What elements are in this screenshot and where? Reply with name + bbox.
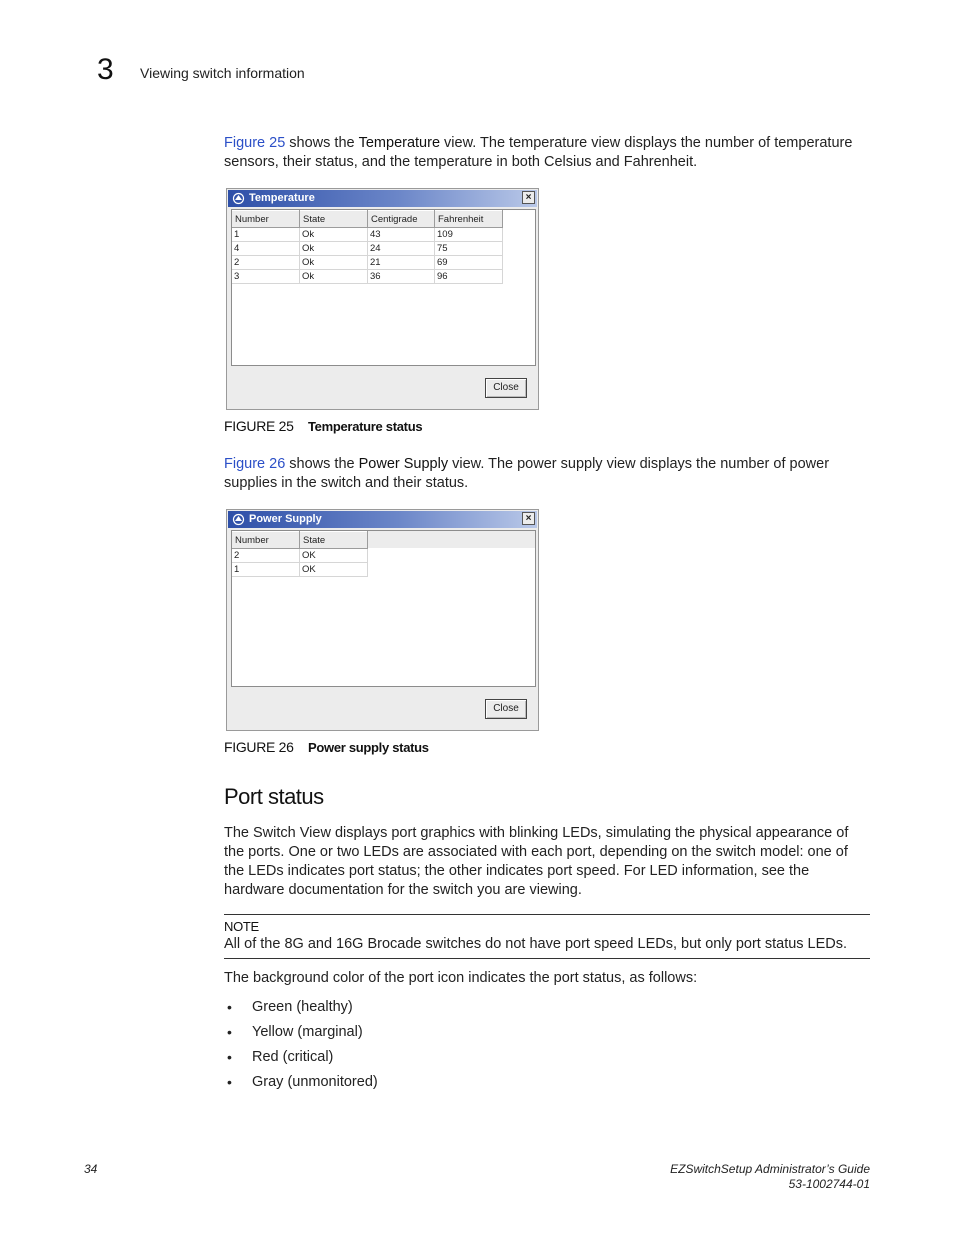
column-header-centigrade[interactable]: Centigrade (368, 211, 435, 228)
cell-state: Ok (300, 242, 368, 256)
power-supply-dialog (226, 509, 539, 731)
cell-number: 3 (232, 270, 300, 284)
doc-number: 53-1002744-01 (788, 1177, 870, 1191)
figure-25-caption (224, 418, 422, 434)
column-header-state[interactable]: State (300, 532, 368, 549)
cell-fahrenheit: 75 (435, 242, 503, 256)
temperature-dialog (226, 188, 539, 410)
cell-fahrenheit: 109 (435, 228, 503, 242)
section-heading: Port status (224, 784, 324, 809)
note-top-rule (224, 914, 870, 915)
close-button[interactable]: Close (485, 378, 527, 398)
cell-number: 2 (232, 256, 300, 270)
dialog-titlebar[interactable] (228, 190, 537, 207)
note-text: All of the 8G and 16G Brocade switches do not have port speed LEDs, but only port status LEDs. (224, 936, 848, 952)
close-icon[interactable]: × (522, 512, 535, 525)
list-item-text: Green (healthy) (252, 999, 353, 1015)
temperature-intro-paragraph (224, 134, 872, 172)
list-item-text: Yellow (marginal) (252, 1024, 363, 1040)
cell-centigrade: 21 (368, 256, 435, 270)
cell-state: OK (300, 549, 368, 563)
column-header-number[interactable]: Number (232, 532, 300, 549)
cell-number: 1 (232, 228, 300, 242)
intro-text: shows the (285, 456, 359, 472)
table-row[interactable] (232, 549, 368, 563)
note-bottom-rule (224, 958, 870, 959)
list-item (224, 995, 378, 1020)
column-header-number[interactable]: Number (232, 211, 300, 228)
cell-state: Ok (300, 256, 368, 270)
ui-term-temperature: Temperature (358, 135, 441, 151)
note-label: NOTE (224, 919, 259, 934)
list-item (224, 1020, 378, 1045)
app-icon (232, 192, 245, 205)
figure-26-link[interactable]: Figure 26 (224, 456, 286, 472)
cell-centigrade: 43 (368, 228, 435, 242)
figure-caption-text: Power supply status (308, 740, 429, 755)
power-supply-table (232, 531, 368, 577)
cell-state: OK (300, 563, 368, 577)
footer-doc-info (670, 1162, 870, 1192)
chapter-title: Viewing switch information (140, 65, 305, 81)
list-item (224, 1070, 378, 1095)
bullet-icon: • (227, 1074, 232, 1090)
page-number: 34 (84, 1162, 98, 1176)
status-color-list (224, 995, 378, 1095)
cell-state: Ok (300, 270, 368, 284)
cell-number: 2 (232, 549, 300, 563)
guide-title: EZSwitchSetup Administrator’s Guide (670, 1162, 870, 1176)
table-row[interactable] (232, 228, 503, 242)
cell-state: Ok (300, 228, 368, 242)
cell-fahrenheit: 69 (435, 256, 503, 270)
power-table-area (231, 530, 536, 687)
table-row[interactable] (232, 256, 503, 270)
column-header-fahrenheit[interactable]: Fahrenheit (435, 211, 503, 228)
table-row[interactable] (232, 563, 368, 577)
cell-number: 1 (232, 563, 300, 577)
cell-centigrade: 36 (368, 270, 435, 284)
intro-text: view. The power supply view displays the number of power supplies in the switch and their status. (224, 456, 830, 491)
figure-number: FIGURE 25 (224, 418, 294, 434)
figure-26-caption (224, 739, 429, 755)
table-row[interactable] (232, 242, 503, 256)
power-intro-paragraph (224, 455, 872, 493)
dialog-titlebar[interactable] (228, 511, 537, 528)
intro-text: view. The temperature view displays the number of temperature sensors, their status, and the temperature in both Celsius and Fahrenheit. (224, 135, 853, 170)
ui-term-power-supply: Power Supply (358, 456, 449, 472)
app-icon (232, 513, 245, 526)
dialog-title: Power Supply (249, 513, 322, 525)
dialog-title: Temperature (249, 192, 315, 204)
cell-number: 4 (232, 242, 300, 256)
figure-caption-text: Temperature status (308, 419, 423, 434)
list-intro: The background color of the port icon indicates the port status, as follows: (224, 970, 698, 986)
list-item-text: Red (critical) (252, 1049, 334, 1065)
temperature-table-area (231, 209, 536, 366)
chapter-number: 3 (97, 53, 114, 86)
figure-number: FIGURE 26 (224, 739, 294, 755)
table-row[interactable] (232, 270, 503, 284)
bullet-icon: • (227, 999, 232, 1015)
close-icon[interactable]: × (522, 191, 535, 204)
figure-25-link[interactable]: Figure 25 (224, 135, 286, 151)
list-item-text: Gray (unmonitored) (252, 1074, 378, 1090)
cell-centigrade: 24 (368, 242, 435, 256)
cell-fahrenheit: 96 (435, 270, 503, 284)
bullet-icon: • (227, 1049, 232, 1065)
list-item (224, 1045, 378, 1070)
temperature-table (232, 210, 503, 284)
port-status-paragraph: The Switch View displays port graphics with blinking LEDs, simulating the physical appearance of the ports. One or two LEDs are associated with each port, depending on the switch model: one of the LEDs indicates port status; the other indicates port speed. For LED information, see the hardware documentation for the switch you are viewing. (224, 825, 849, 898)
intro-text: shows the (285, 135, 359, 151)
close-button[interactable]: Close (485, 699, 527, 719)
bullet-icon: • (227, 1024, 232, 1040)
column-header-state[interactable]: State (300, 211, 368, 228)
